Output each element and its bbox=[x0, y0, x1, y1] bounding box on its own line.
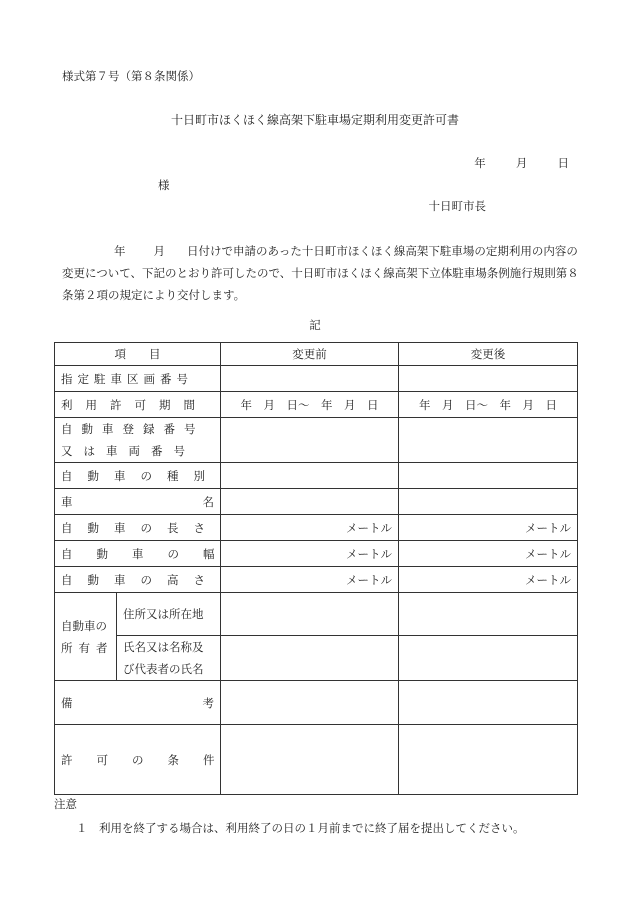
cell-after bbox=[399, 489, 578, 515]
cell-after bbox=[399, 366, 578, 392]
cell-before-length: メートル bbox=[221, 515, 399, 541]
header-item: 項 目 bbox=[55, 343, 221, 366]
body-text: 日付けで申請のあった十日町市ほくほく線高架下駐車場の定期利用の内容の変更について、下記のとおり許可したので、十日町市ほくほく線高架下立体駐車場条例施行規則第８条第２項の規定により交付します。 bbox=[62, 244, 579, 302]
table-row bbox=[55, 366, 578, 392]
cell-before bbox=[221, 681, 399, 725]
table-row bbox=[55, 567, 578, 593]
date-day: 日 bbox=[557, 156, 569, 170]
table-row bbox=[55, 725, 578, 795]
cell-before bbox=[221, 725, 399, 795]
ki-heading: 記 bbox=[309, 318, 321, 332]
note-item: １ 利用を終了する場合は、利用終了の日の１月前までに終了届を提出してください。 bbox=[76, 821, 525, 835]
body-paragraph bbox=[62, 240, 582, 306]
cell-before bbox=[221, 636, 399, 681]
cell-after-height: メートル bbox=[399, 567, 578, 593]
table-row bbox=[55, 489, 578, 515]
row-label-period: 利用許可期間 bbox=[55, 392, 221, 418]
row-label-height: 自動車の高さ bbox=[55, 567, 221, 593]
cell-after bbox=[399, 593, 578, 636]
cell-before bbox=[221, 593, 399, 636]
row-label-owner-name: 氏名又は名称及 び代表者の氏名 bbox=[117, 636, 221, 681]
cell-after bbox=[399, 463, 578, 489]
row-label-remarks: 備 考 bbox=[55, 681, 221, 725]
cell-before-width: メートル bbox=[221, 541, 399, 567]
issue-date bbox=[448, 155, 569, 171]
row-label-conditions: 許可の条件 bbox=[55, 725, 221, 795]
table-header-row bbox=[55, 343, 578, 366]
header-before: 変更前 bbox=[221, 343, 399, 366]
row-label-type: 自動車の種別 bbox=[55, 463, 221, 489]
notes-label: 注意 bbox=[54, 797, 77, 811]
document-title: 十日町市ほくほく線高架下駐車場定期利用変更許可書 bbox=[170, 113, 459, 127]
cell-before bbox=[221, 418, 399, 463]
cell-after bbox=[399, 418, 578, 463]
form-number: 様式第７号（第８条関係） bbox=[62, 69, 200, 83]
table-row bbox=[55, 681, 578, 725]
body-year: 年 bbox=[114, 244, 126, 258]
table-row bbox=[55, 636, 578, 681]
date-month: 月 bbox=[515, 156, 528, 170]
cell-after bbox=[399, 636, 578, 681]
cell-before bbox=[221, 366, 399, 392]
table-row bbox=[55, 515, 578, 541]
cell-after bbox=[399, 725, 578, 795]
table-row bbox=[55, 418, 578, 463]
cell-after-period: 年 月 日～ 年 月 日 bbox=[399, 392, 578, 418]
row-label-address: 住所又は所在地 bbox=[117, 593, 221, 636]
addressee: 様 bbox=[158, 178, 170, 192]
issuer: 十日町市長 bbox=[428, 199, 486, 213]
table-row bbox=[55, 463, 578, 489]
cell-after-width: メートル bbox=[399, 541, 578, 567]
cell-before-period: 年 月 日～ 年 月 日 bbox=[221, 392, 399, 418]
cell-after-length: メートル bbox=[399, 515, 578, 541]
table-row bbox=[55, 593, 578, 636]
date-year: 年 bbox=[474, 156, 486, 170]
table-row bbox=[55, 541, 578, 567]
row-label-carname: 車 名 bbox=[55, 489, 221, 515]
row-label-length: 自動車の長さ bbox=[55, 515, 221, 541]
table-row bbox=[55, 392, 578, 418]
permit-table bbox=[54, 342, 578, 795]
cell-before-height: メートル bbox=[221, 567, 399, 593]
cell-after bbox=[399, 681, 578, 725]
cell-before bbox=[221, 463, 399, 489]
row-label-owner: 自動車の 所有者 bbox=[55, 593, 117, 681]
header-after: 変更後 bbox=[399, 343, 578, 366]
row-label-width: 自動車の幅 bbox=[55, 541, 221, 567]
row-label-registration: 自動車登録番号 又は車両番号 bbox=[55, 418, 221, 463]
row-label-space: 指定駐車区画番号 bbox=[55, 366, 221, 392]
body-month: 月 bbox=[153, 244, 165, 258]
cell-before bbox=[221, 489, 399, 515]
